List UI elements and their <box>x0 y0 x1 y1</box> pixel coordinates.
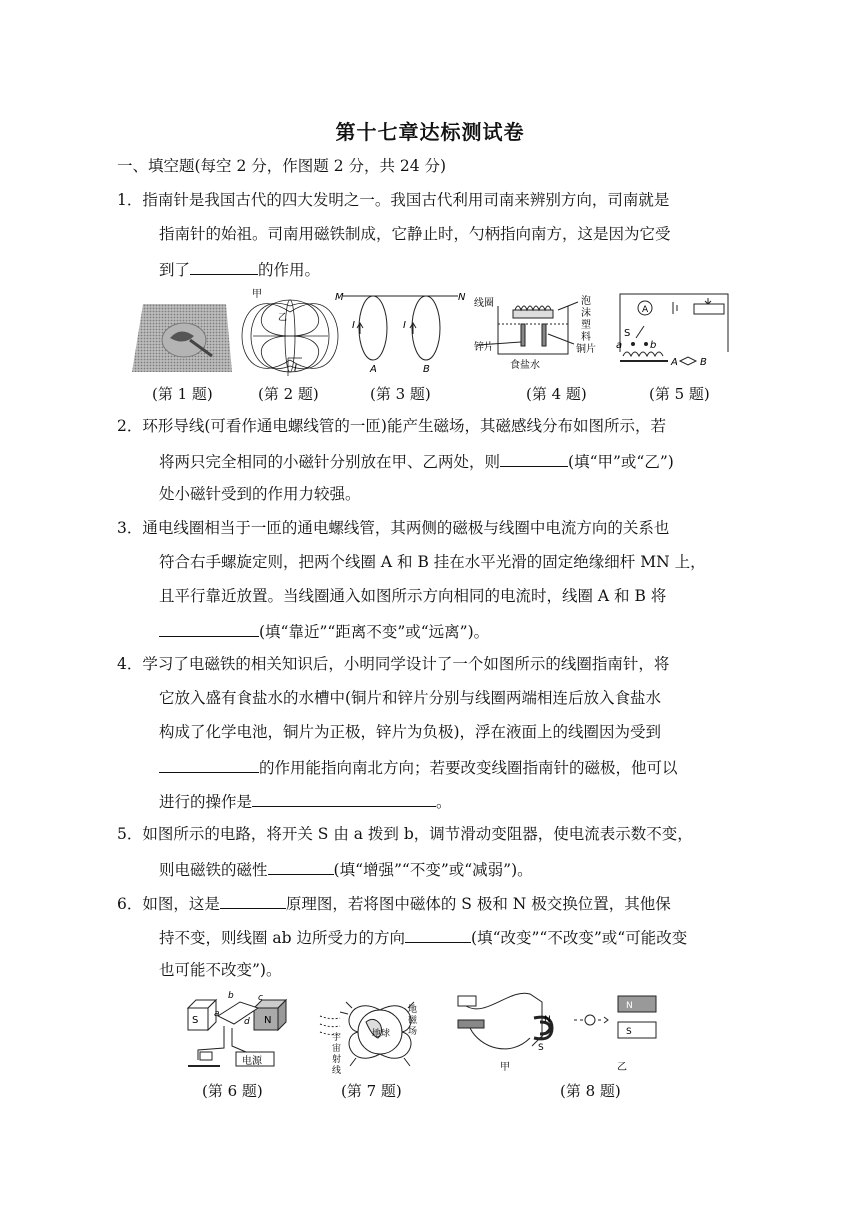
fig8-label-jia: 甲 <box>500 1062 510 1073</box>
q4-text-2: 进行的操作是 <box>159 793 253 811</box>
figures-row-2 <box>180 988 660 1078</box>
q6-line2 <box>159 926 687 948</box>
q1-line2: 指南针的始祖。司南用磁铁制成，它静止时，勺柄指向南方，这是因为它受 <box>159 225 671 243</box>
fig5-label-a: a <box>616 340 623 351</box>
q6-answer-blank-1 <box>220 892 286 909</box>
q6-text: 6．如图，这是 <box>117 895 220 913</box>
q6-answer-blank-2 <box>405 926 471 943</box>
q3-line1: 3．通电线圈相当于一匝的通电螺线管，其两侧的磁极与线圈中电流方向的关系也 <box>117 519 670 537</box>
fig7-label-rays-4: 线 <box>332 1066 342 1076</box>
q5-text: 则电磁铁的磁性 <box>159 861 268 879</box>
fig5-circuit-diagram <box>620 294 728 365</box>
q5-line2 <box>159 858 533 880</box>
fig6-label-n: N <box>264 1015 272 1026</box>
q1-line3 <box>159 258 320 280</box>
fig6-label-d: d <box>244 1017 250 1027</box>
fig3-label-a: A <box>370 364 377 375</box>
q6-text-2: 原理图，若将图中磁体的 S 极和 N 极交换位置，其他保 <box>285 895 671 913</box>
q4-answer-blank-2 <box>252 790 436 807</box>
q1-text: 到了 <box>159 261 191 279</box>
q1-answer-blank <box>190 258 258 275</box>
q2-text-end: (填“甲”或“乙”) <box>568 453 674 471</box>
fig8-label-s: S <box>538 1043 544 1053</box>
q4-answer-blank-1 <box>159 756 259 773</box>
fig5-label-b: b <box>650 340 657 351</box>
q3-line2: 符合右手螺旋定则，把两个线圈 A 和 B 挂在水平光滑的固定绝缘细杆 MN 上， <box>159 553 706 571</box>
q5-line1: 5．如图所示的电路，将开关 S 由 a 拨到 b，调节滑动变阻器，使电流表示数不变， <box>117 825 693 843</box>
q3-line3: 且平行靠近放置。当线圈通入如图所示方向相同的电流时，线圈 A 和 B 将 <box>159 587 667 605</box>
fig7-label-field-3: 场 <box>408 1027 418 1037</box>
fig6-label-b: b <box>228 991 234 1001</box>
fig3-label-b: B <box>423 364 430 375</box>
q4-text-end: 。 <box>436 793 452 811</box>
q2-text: 将两只完全相同的小磁针分别放在甲、乙两处，则 <box>159 453 501 471</box>
fig4-label-foam-1: 泡 <box>581 296 591 307</box>
fig4-label-foam-2: 沫 <box>581 308 591 319</box>
section-heading: 一、填空题(每空 2 分，作图题 2 分，共 24 分) <box>117 157 447 175</box>
fig4-label-foam-3: 塑 <box>581 320 591 331</box>
q6-text-3: 持不变，则线圈 ab 边所受力的方向 <box>159 929 406 947</box>
fig6-motor-diagram <box>188 1000 286 1066</box>
fig7-label-field-1: 地 <box>408 1005 418 1015</box>
fig8-label-s2: S <box>626 1027 632 1037</box>
fig8-label-n2: N <box>626 1001 633 1011</box>
fig7-label-rays-1: 宇 <box>332 1033 342 1043</box>
fig7-label-rays-3: 射 <box>332 1055 342 1065</box>
q4-line4 <box>159 756 678 778</box>
fig2-ring-field-diagram <box>242 300 338 376</box>
fig6-label-s: S <box>192 1015 199 1026</box>
figures-row-1 <box>128 286 733 380</box>
fig7-label-earth: 地球 <box>372 1029 391 1039</box>
fig7-label-rays-2: 宙 <box>332 1044 342 1054</box>
q3-text-end: (填“靠近”“距离不变”或“远离”)。 <box>259 623 490 641</box>
q6-line3: 也可能不改变”)。 <box>159 961 282 979</box>
caption-fig-3: (第 3 题) <box>370 385 431 403</box>
fig5-label-pa: A <box>671 357 678 368</box>
q5-answer-blank <box>268 858 334 875</box>
fig5-label-ammeter: A <box>642 305 649 315</box>
fig3-label-i1: I <box>352 320 355 331</box>
fig8-label-n: N <box>544 1015 551 1025</box>
fig6-label-a: a <box>214 1009 220 1019</box>
fig8-label-yi: 乙 <box>617 1062 627 1073</box>
fig5-label-pb: B <box>700 357 707 368</box>
caption-fig-2: (第 2 题) <box>258 385 319 403</box>
fig2-label-i: I <box>294 363 297 374</box>
caption-fig-4: (第 4 题) <box>526 385 587 403</box>
caption-fig-5: (第 5 题) <box>649 385 710 403</box>
q2-line2 <box>159 450 674 472</box>
fig4-label-zinc: 锌片 <box>474 342 494 353</box>
fig6-label-c: c <box>258 993 263 1003</box>
fig6-label-power: 电源 <box>242 1056 262 1067</box>
q5-text-end: (填“增强”“不变”或“减弱”)。 <box>333 861 533 879</box>
q1-line1: 1．指南针是我国古代的四大发明之一。我国古代利用司南来辨别方向，司南就是 <box>117 191 670 209</box>
page-title: 第十七章达标测试卷 <box>335 120 525 144</box>
q4-line5 <box>159 790 452 812</box>
fig5-label-s: S <box>624 328 631 339</box>
q3-line4 <box>159 620 489 642</box>
fig3-label-n: N <box>458 292 466 303</box>
q2-line3: 处小磁针受到的作用力较强。 <box>159 485 361 503</box>
q6-text-4: (填“改变”“不改变”或“可能改变 <box>471 929 688 947</box>
fig4-label-copper: 铜片 <box>576 344 596 355</box>
fig2-label-jia: 甲 <box>252 289 262 300</box>
q4-line1: 4．学习了电磁铁的相关知识后，小明同学设计了一个如图所示的线圈指南针，将 <box>117 655 670 673</box>
q6-line1 <box>117 892 671 914</box>
caption-fig-8: (第 8 题) <box>560 1082 621 1100</box>
fig4-label-salt: 食盐水 <box>510 360 540 371</box>
fig3-label-i2: I <box>403 320 406 331</box>
q2-line1: 2．环形导线(可看作通电螺线管的一匝)能产生磁场，其磁感线分布如图所示，若 <box>117 417 666 435</box>
fig7-label-field-2: 磁 <box>408 1016 418 1026</box>
q1-text-end: 的作用。 <box>258 261 321 279</box>
fig3-coils-diagram <box>343 296 458 360</box>
q2-answer-blank <box>500 450 568 467</box>
fig3-label-m: M <box>335 292 344 303</box>
fig1-sinan-image <box>132 304 232 372</box>
fig2-label-yi: 乙 <box>278 313 288 323</box>
q4-line3: 构成了化学电池，铜片为正极，锌片为负极)，浮在液面上的线圈因为受到 <box>159 723 662 741</box>
fig4-label-coil: 线圈 <box>474 298 494 309</box>
q3-answer-blank <box>159 620 259 637</box>
caption-fig-7: (第 7 题) <box>341 1082 402 1100</box>
fig4-label-foam-4: 料 <box>581 332 591 343</box>
caption-fig-1: (第 1 题) <box>152 385 213 403</box>
caption-fig-6: (第 6 题) <box>202 1082 263 1100</box>
q4-text: 的作用能指向南北方向；若要改变线圈指南针的磁极，他可以 <box>259 759 678 777</box>
q4-line2: 它放入盛有食盐水的水槽中(铜片和锌片分别与线圈两端相连后放入食盐水 <box>159 689 662 707</box>
